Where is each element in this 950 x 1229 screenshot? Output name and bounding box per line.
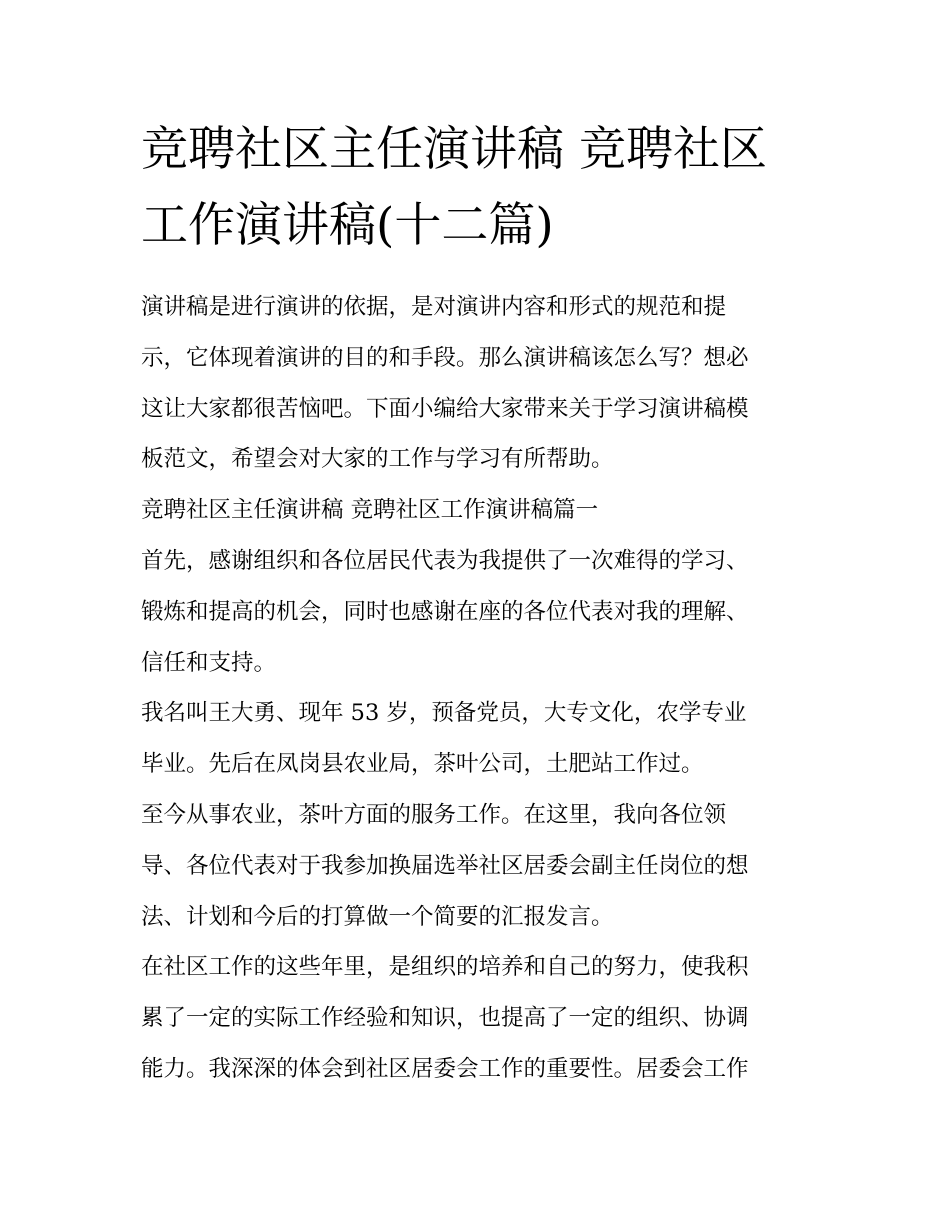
text-line: 在社区工作的这些年里，是组织的培养和自己的努力，使我积 bbox=[141, 954, 749, 981]
document-title bbox=[141, 112, 821, 264]
body-paragraph bbox=[141, 942, 821, 1094]
text-line: 累了一定的实际工作经验和知识，也提高了一定的组织、协调 bbox=[141, 1005, 749, 1032]
text-line: 能力。我深深的体会到社区居委会工作的重要性。居委会工作 bbox=[141, 1055, 749, 1082]
section-heading bbox=[141, 485, 821, 536]
text-line: 法、计划和今后的打算做一个简要的汇报发言。 bbox=[141, 903, 614, 930]
text-line: 这让大家都很苦恼吧。下面小编给大家带来关于学习演讲稿模 bbox=[141, 395, 749, 422]
document-content bbox=[141, 112, 821, 1095]
text-line: 示，它体现着演讲的目的和手段。那么演讲稿该怎么写？想必 bbox=[141, 344, 749, 371]
text-line: 至今从事农业，茶叶方面的服务工作。在这里，我向各位领 bbox=[141, 801, 727, 828]
text-line: 首先，感谢组织和各位居民代表为我提供了一次难得的学习、 bbox=[141, 547, 749, 574]
title-line: 竞聘社区主任演讲稿 竞聘社区 bbox=[141, 122, 767, 177]
body-paragraph bbox=[141, 688, 821, 790]
text-line: 信任和支持。 bbox=[141, 649, 277, 676]
intro-paragraph bbox=[141, 282, 821, 485]
text-line: 我名叫王大勇、现年 53 岁，预备党员，大专文化，农学专业 bbox=[141, 700, 747, 727]
body-paragraph bbox=[141, 790, 821, 942]
text-line: 锻炼和提高的机会，同时也感谢在座的各位代表对我的理解、 bbox=[141, 598, 749, 625]
body-paragraph bbox=[141, 536, 821, 688]
title-line: 工作演讲稿(十二篇) bbox=[141, 198, 554, 253]
text-line: 导、各位代表对于我参加换届选举社区居委会副主任岗位的想 bbox=[141, 852, 749, 879]
text-line: 毕业。先后在凤岗县农业局，茶叶公司，土肥站工作过。 bbox=[141, 751, 704, 778]
text-line: 演讲稿是进行演讲的依据，是对演讲内容和形式的规范和提 bbox=[141, 294, 727, 320]
text-line: 板范文，希望会对大家的工作与学习有所帮助。 bbox=[141, 446, 614, 473]
text-line: 竞聘社区主任演讲稿 竞聘社区工作演讲稿篇一 bbox=[141, 497, 599, 524]
